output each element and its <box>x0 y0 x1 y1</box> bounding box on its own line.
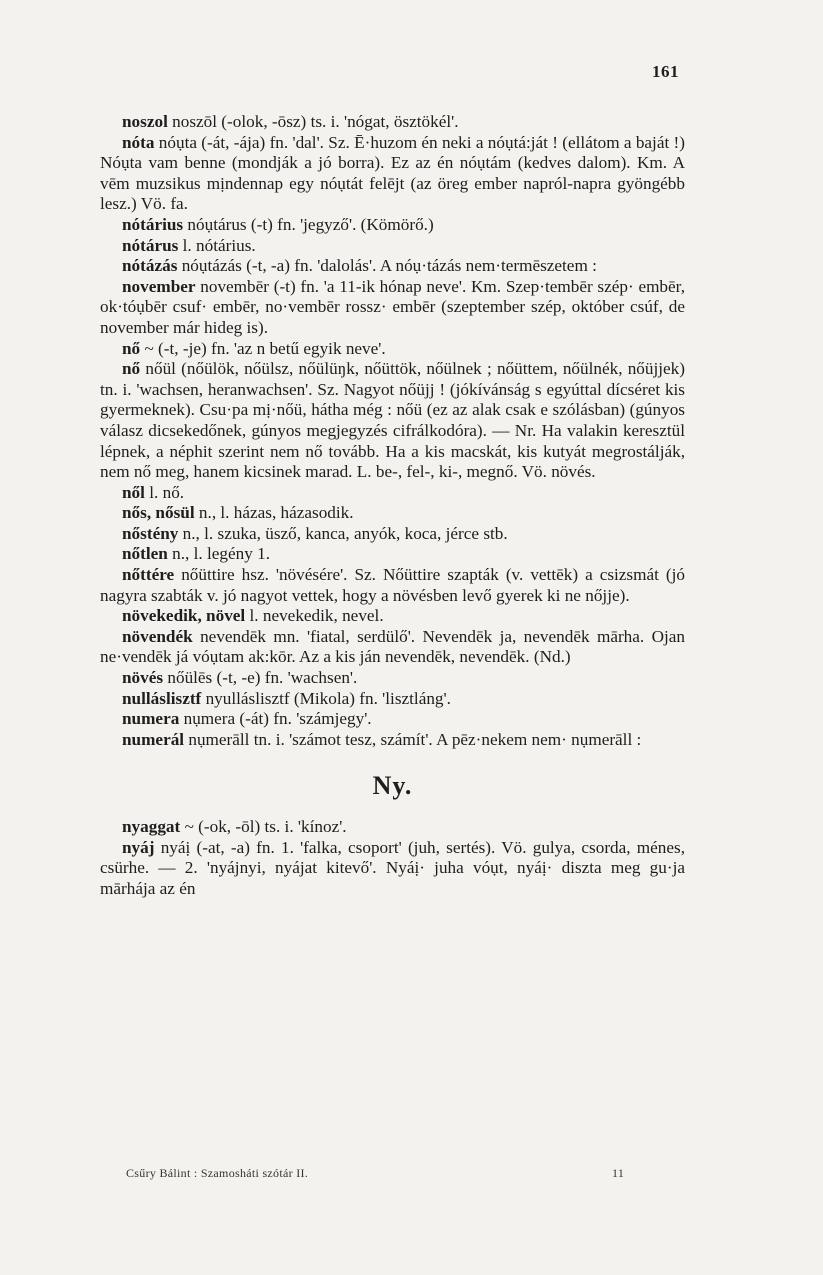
entries-ny-section <box>100 817 685 899</box>
footer-source: Csűry Bálint : Szamosháti szótár II. <box>126 1166 309 1180</box>
entry-headword: nől <box>122 482 145 502</box>
dictionary-entry <box>100 359 685 483</box>
entry-headword: november <box>122 276 196 296</box>
dictionary-entry <box>100 627 685 668</box>
entry-definition: nyulláslisztf (Mikola) fn. 'lisztláng'. <box>201 688 451 708</box>
entry-definition: nyáị (-at, -a) fn. 1. 'falka, csoport' (juh, sertés). Vö. gulya, csorda, ménes, csürhe. — 2. 'nyájnyi, nyájat kitevő'. Nyáị· juha vóụt, nyáị· diszta meg gu·ja mārhája az én <box>100 837 685 898</box>
dictionary-entry <box>100 133 685 215</box>
entry-headword: nőstény <box>122 523 179 543</box>
entry-headword: nulláslisztf <box>122 688 202 708</box>
dictionary-entry <box>100 817 685 838</box>
dictionary-entry <box>100 544 685 565</box>
entry-definition: n., l. házas, házasodik. <box>194 503 354 523</box>
entry-definition: nőüttire hsz. 'növésére'. Sz. Nőüttire szapták (v. vettēk) a csizsmát (jó nagyra szabták v. jó nagyot vettek, hogy a növésben levő gyerek ki ne nőjje). <box>100 565 685 605</box>
dictionary-entry <box>100 689 685 710</box>
entry-definition: nụmera (-át) fn. 'számjegy'. <box>179 709 372 729</box>
entry-definition: noszōl (-olok, -ōsz) ts. i. 'nógat, ösztökél'. <box>167 112 459 131</box>
entry-headword: numera <box>122 709 180 729</box>
entry-definition: n., l. legény 1. <box>167 544 270 564</box>
dictionary-entry <box>100 256 685 277</box>
entry-definition: l. nő. <box>144 482 185 502</box>
entry-definition: l. nevekedik, nevel. <box>245 606 384 626</box>
entry-headword: nőttére <box>122 565 175 585</box>
dictionary-entry <box>100 236 685 257</box>
entry-headword: nótázás <box>122 256 178 276</box>
entry-headword: nyaggat <box>122 817 181 836</box>
dictionary-entry <box>100 668 685 689</box>
entry-definition: nőülēs (-t, -e) fn. 'wachsen'. <box>163 668 358 688</box>
dictionary-text <box>100 112 685 899</box>
dictionary-entry <box>100 606 685 627</box>
entries-n-section <box>100 112 685 750</box>
dictionary-entry <box>100 838 685 900</box>
entry-headword: nős, nősül <box>122 503 195 523</box>
entry-definition: l. nótárius. <box>178 235 256 255</box>
entry-headword: nőtlen <box>122 544 168 564</box>
entry-definition: ~ (-ok, -ōl) ts. i. 'kínoz'. <box>180 817 347 836</box>
entry-definition: nőül (nőülök, nőülsz, nőülüŋk, nőüttök, nőülnek ; nőüttem, nőülnék, nőüjjek) tn. i. 'wachsen, heranwachsen'. Sz. Nagyot nőüjj ! (jókívánság s egyúttal dícséret kis gyermeknek). Csu·pa mị·nőü, hátha még : nőü (ez az alak csak e szólásban) (gúnyos válasz dicsekedőnek, gúnyos megjegyzés cifrálkodóra). — Nr. Ha valakin keresztül lépnek, a néphit szerint nem nő tovább. Ha a kis macskát, kis kutyát megrostálják, nem nő meg, hanem kicsinek marad. L. be-, fel-, ki-, megnő. Vö. növés. <box>100 359 685 482</box>
dictionary-entry <box>100 215 685 236</box>
dictionary-entry <box>100 565 685 606</box>
dictionary-entry <box>100 709 685 730</box>
dictionary-entry <box>100 112 685 133</box>
entry-definition: nụmerāll tn. i. 'számot tesz, számít'. A pēz·nekem nem· nụmerāll : <box>184 729 642 749</box>
dictionary-entry <box>100 277 685 339</box>
entry-definition: ~ (-t, -je) fn. 'az n betű egyik neve'. <box>140 338 386 358</box>
entry-definition: novembēr (-t) fn. 'a 11-ik hónap neve'. Km. Szep·tembēr szép· embēr, ok·tóụbēr csuf· embēr, no·vembēr rossz· embēr (szeptember szép, október csúf, de november már hideg is). <box>100 276 685 337</box>
entry-headword: noszol <box>122 112 168 131</box>
entry-definition: nóụta (-át, -ája) fn. 'dal'. Sz. Ē·huzom én neki a nóụtá:ját ! (ellátom a baját !) Nóụta vam benne (mondják a jó borra). Ez az én nóụtám (kedves dalom). Km. A vēm muzsikus mịndennap egy nóụtát felējt (az öreg ember napról-napra gyöngébb lesz.) Vö. fa. <box>100 132 685 214</box>
page-number: 161 <box>652 62 679 81</box>
section-heading: Ny. <box>372 771 413 801</box>
entry-definition: nevendēk mn. 'fiatal, serdülő'. Nevendēk ja, nevendēk mārha. Ojan ne·vendēk já vóụtam ak:kōr. Az a kis ján nevendēk, nevendēk. (Nd.) <box>100 626 685 667</box>
entry-headword: nótárius <box>122 214 184 234</box>
entry-headword: nótárus <box>122 235 179 255</box>
dictionary-entry <box>100 339 685 360</box>
entry-definition: nóụtárus (-t) fn. 'jegyző'. (Kömörő.) <box>183 214 434 234</box>
entry-definition: n., l. szuka, üsző, kanca, anyók, koca, jérce stb. <box>178 523 508 543</box>
entry-headword: nő <box>122 338 141 358</box>
entry-headword: nyáj <box>122 837 155 857</box>
entry-headword: növés <box>122 668 164 688</box>
dictionary-entry <box>100 503 685 524</box>
entry-headword: növendék <box>122 626 193 646</box>
footer-signature: 11 <box>612 1166 625 1180</box>
entry-headword: növekedik, növel <box>122 606 246 626</box>
entry-definition: nóụtázás (-t, -a) fn. 'dalolás'. A nóụ·tázás nem·termēszetem : <box>177 256 597 276</box>
entry-headword: nő <box>122 359 141 379</box>
entry-headword: nóta <box>122 132 155 152</box>
entry-headword: numerál <box>122 729 185 749</box>
dictionary-entry <box>100 730 685 751</box>
dictionary-entry <box>100 524 685 545</box>
dictionary-entry <box>100 483 685 504</box>
